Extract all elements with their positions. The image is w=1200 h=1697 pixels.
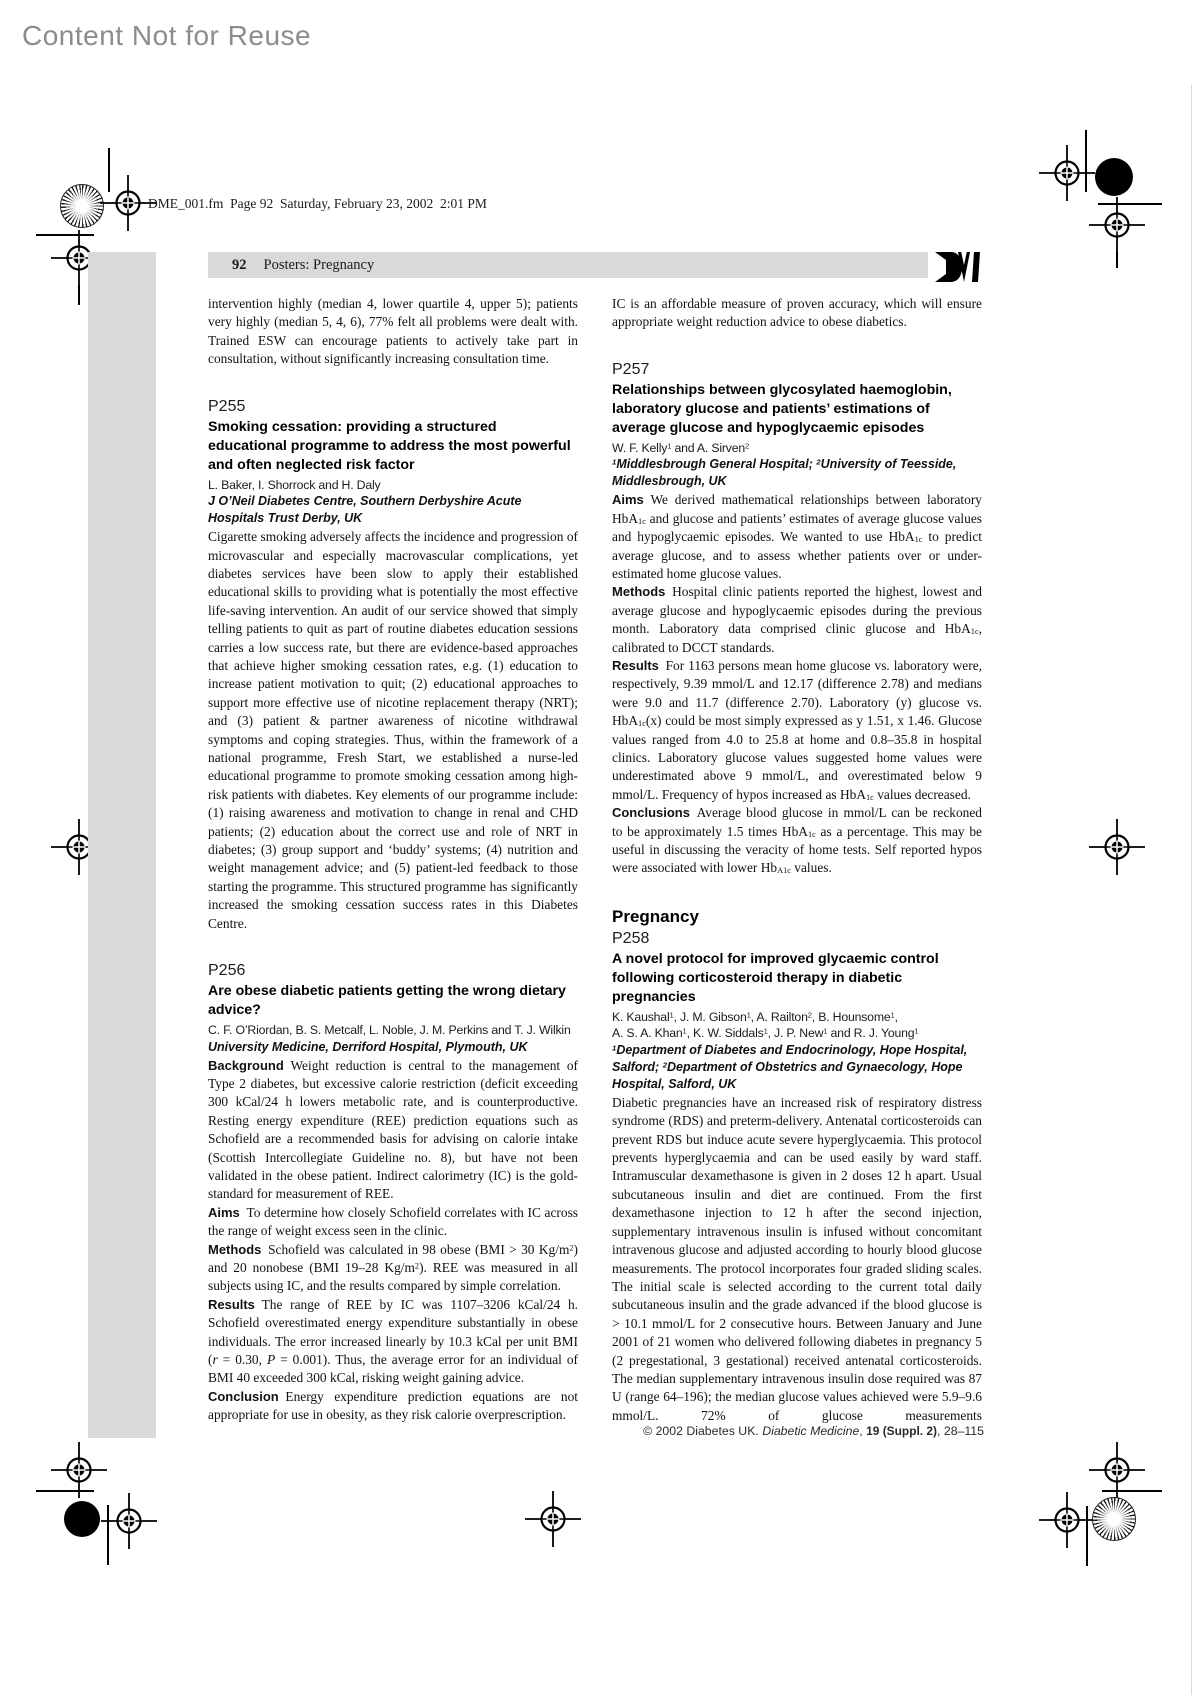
- abstract-paragraph: Cigarette smoking adversely affects the incidence and progression of microvascular and especially macrovascular complications, yet diabetes services have been slow to apply their established educational skills to providing what is potentially the most effective life-saving intervention. An audit of our service showed that simply telling patients to quit as part of routine diabetes education sessions carries a low success rate, but there are evidence-based approaches that achieve higher smoking cessation rates, e.g. (1) education to increase patient motivation to quit; (2) educational approaches to support more effective use of nicotine replacement therapy (NRT); and (3) patient & partner awareness of nicotine withdrawal symptoms and coping strategies. Thus, within the framework of a national programme, Fresh Start, we established a nurse-led educational programme to promote smoking cessation among high-risk patients with diabetes. Key elements of our programme include: (1) raising awareness and motivation to change in renal and CHD patients; (2) education about the correct use and role of NRT in diabetes; (3) group support and ‘buddy’ systems; (4) nutrition and weight management advice; and (5) patient-led feedback to those starting the programme. This structured programme has significantly increased the smoking cessation success rates in this Diabetes Centre.: [208, 529, 578, 931]
- abstract-id: P255: [208, 397, 246, 415]
- abstract-authors: C. F. O’Riordan, B. S. Metcalf, L. Noble, J. M. Perkins and T. J. Wilkin: [208, 1023, 571, 1038]
- abstract-paragraph: Methods Hospital clinic patients reported the highest, lowest and average glucose and hypoglycaemic episodes during the previous month. Laboratory data comprised clinic glucose and HbA$_{1c}$, calibrated to DCCT standards.: [612, 584, 982, 655]
- abstract-paragraph: Conclusion Energy expenditure prediction equations are not appropriate for use in obesity, as they risk calorie overprescription.: [208, 1388, 578, 1423]
- abstract-P255: [208, 398, 578, 933]
- column-continuation-paragraph: IC is an affordable measure of proven accuracy, which will ensure appropriate weight reduction advice to obese diabetics.: [612, 296, 982, 330]
- abstract-paragraph: Aims We derived mathematical relationships between laboratory HbA$_{1c}$ and glucose and patients’ estimates of average glucose values and hypoglycaemic episodes. We wanted to use HbA$_{1c}$ to predict average glucose, and to assess whether patients over or under-estimated home glucose values.: [612, 492, 982, 581]
- running-header: [208, 252, 928, 278]
- abstract-paragraph: Background Weight reduction is central to the management of Type 2 diabetes, but excessive calorie restriction (deficit exceeding 300 kCal/24 h lowers metabolic rate, and is counterproductive. Resting energy expenditure (REE) prediction equations such as Schofield are a recommended basis for advising on calorie intake (Scottish Intercollegiate Guideline no. 8), but have not been validated in the obese patient. Indirect calorimetry (IC) is the gold-standard for measurement of REE.: [208, 1057, 578, 1202]
- abstract-id: P257: [612, 360, 650, 378]
- abstract-paragraph: Diabetic pregnancies have an increased risk of respiratory distress syndrome (RDS) and preterm-delivery. Antenatal corticosteroids can prevent RDS but induce acute severe hyperglycaemia. This protocol prevents hyperglycaemia and can be used easily by ward staff. Intramuscular dexamethasone is given in 2 doses 12 h apart. Usual subcutaneous insulin and diet are continued. From the first dexamethasone injection to 12 h after the second injection, supplementary intravenous insulin is infused without concomitant intravenous glucose and adjusted according to hourly blood glucose measurements. The protocol incorporates four graded sliding scales. The initial scale is selected according to the current total daily subcutaneous insulin and the grade advanced if the blood glucose is > 10.1 mmol/L for 2 consecutive hours. Between January and June 2001 of 21 women who delivered following diabetes in pregnancy 5 (2 pregestational, 3 gestational) received antenatal corticosteroids. The median supplementary intravenous insulin dose required was 87 U (range 64–196); the median glucose values achieved were 5.9–9.6 mmol/L. 72% of glucose measurements: [612, 1094, 982, 1423]
- printer-swirl-icon: [1092, 1497, 1136, 1541]
- abstract-title: Relationships between glycosylated haemoglobin, laboratory glucose and patients’ estimations of average glucose and hypoglycaemic episodes: [612, 381, 952, 436]
- diabetic-medicine-logo: [933, 249, 991, 290]
- print-job-header: DME_001.fm Page 92 Saturday, February 23, 2002 2:01 PM: [148, 196, 487, 211]
- watermark-text: Content Not for Reuse: [22, 20, 312, 51]
- abstract-authors: L. Baker, I. Shorrock and H. Daly: [208, 477, 381, 492]
- abstract-affiliation: $^1$Middlesbrough General Hospital; $^2$University of Teesside, Middlesbrough, UK: [612, 457, 957, 489]
- column-continuation-paragraph: intervention highly (median 4, lower quartile 4, upper 5); patients very highly (median 5, 4, 6), 77% felt all problems were dealt with. Trained ESW can encourage patients to actively take part in consultation, without significantly increasing consultation time.: [208, 296, 578, 367]
- printer-trim-line: [78, 285, 80, 305]
- printer-trim-line: [1102, 1490, 1162, 1492]
- abstract-title: Smoking cessation: providing a structured educational programme to address the most powerful and often neglected risk factor: [208, 418, 571, 473]
- abstract-title: Are obese diabetic patients getting the wrong dietary advice?: [208, 983, 566, 1019]
- printer-swirl-icon: [60, 184, 104, 228]
- printer-trim-line: [1116, 252, 1118, 268]
- abstract-paragraph: Conclusions Average blood glucose in mmol/L can be reckoned to be approximately 1.5 times HbA$_{1c}$ as a percentage. This may be useful in discussing the veracity of home tests. Self reported hypos were associated with lower $Hb_{A1c}$ values.: [612, 805, 982, 876]
- registration-crosshair-icon: [101, 1493, 157, 1549]
- abstract-affiliation: University Medicine, Derriford Hospital, Plymouth, UK: [208, 1039, 528, 1054]
- abstract-paragraph: Results The range of REE by IC was 1107–3206 kCal/24 h. Schofield overestimated energy expenditure substantially in obese individuals. The error increased linearly by 10.3 kCal per unit BMI (r = 0.30, P = 0.001). Thus, the average error for an individual of BMI 40 exceeded 300 kCal, risking weight gaining advice.: [208, 1296, 578, 1386]
- page-margin-bar: [88, 252, 156, 1438]
- abstract-authors: W. F. Kelly$^1$ and A. Sirven$^2$: [612, 440, 750, 455]
- abstract-P257: [612, 361, 982, 878]
- section-heading: Pregnancy: [612, 906, 699, 926]
- page-number: 92: [232, 256, 247, 273]
- printer-dot-icon: [64, 1501, 100, 1537]
- abstract-paragraph: Aims To determine how closely Schofield correlates with IC across the range of weight excess seen in the clinic.: [208, 1204, 578, 1239]
- left-column: [208, 295, 578, 1425]
- abstract-paragraph: Results For 1163 persons mean home glucose vs. laboratory were, respectively, 9.39 mmol/L and 12.17 (difference 2.78) and medians were 9.0 and 11.7 (difference 2.70). Laboratory (y) glucose vs. HbA$_{1c}$(x) could be most simply expressed as y 1.51, x 1.46. Glucose values ranged from 4.0 to 25.8 at home and 0.8–35.8 in hospital clinics. Laboratory glucose values suggested home values were underestimated above 9 mmol/L, and overestimated below 9 mmol/L. Frequency of hypos increased as HbA$_{1c}$ values decreased.: [612, 657, 982, 802]
- abstract-P258: [612, 930, 982, 1425]
- registration-crosshair-icon: [525, 1491, 581, 1547]
- printer-trim-line: [1086, 1506, 1088, 1566]
- abstract-affiliation: $^1$Department of Diabetes and Endocrinology, Hope Hospital, Salford; $^2$Department of Obstetrics and Gynaecology, Hope Hospital, Salford, UK: [612, 1042, 968, 1091]
- printer-trim-line: [1085, 130, 1087, 192]
- registration-crosshair-icon: [1089, 197, 1145, 253]
- abstract-id: P256: [208, 962, 246, 980]
- abstract-affiliation: J O’Neil Diabetes Centre, Southern Derbyshire Acute Hospitals Trust Derby, UK: [208, 494, 522, 526]
- scan-edge-artifact: [1191, 85, 1192, 1695]
- printer-dot-icon: [1095, 158, 1133, 196]
- abstract-authors: K. Kaushal$^1$, J. M. Gibson$^1$, A. Railton$^2$, B. Hounsome$^1$, A. S. A. Khan$^1$, K. W. Siddals$^1$, J. P. New$^1$ and R. J. Young$^1$: [612, 1009, 919, 1041]
- right-column: [612, 295, 982, 1425]
- registration-crosshair-icon: [1089, 819, 1145, 875]
- running-header-title: Posters: Pregnancy: [263, 256, 375, 273]
- abstract-title: A novel protocol for improved glycaemic control following corticosteroid therapy in diabetic pregnancies: [612, 950, 939, 1005]
- copyright-footer: © 2002 Diabetes UK. Diabetic Medicine, 19 (Suppl. 2), 28–115: [643, 1424, 984, 1438]
- abstract-paragraph: Methods Schofield was calculated in 98 obese (BMI > 30 $Kg/m^2$) and 20 nonobese (BMI 19–28 $Kg/m^2$). REE was measured in all subjects using IC, and the results compared by simple correlation.: [208, 1241, 578, 1294]
- abstract-id: P258: [612, 929, 650, 947]
- printer-trim-line: [36, 1490, 94, 1492]
- abstract-P256: [208, 962, 578, 1425]
